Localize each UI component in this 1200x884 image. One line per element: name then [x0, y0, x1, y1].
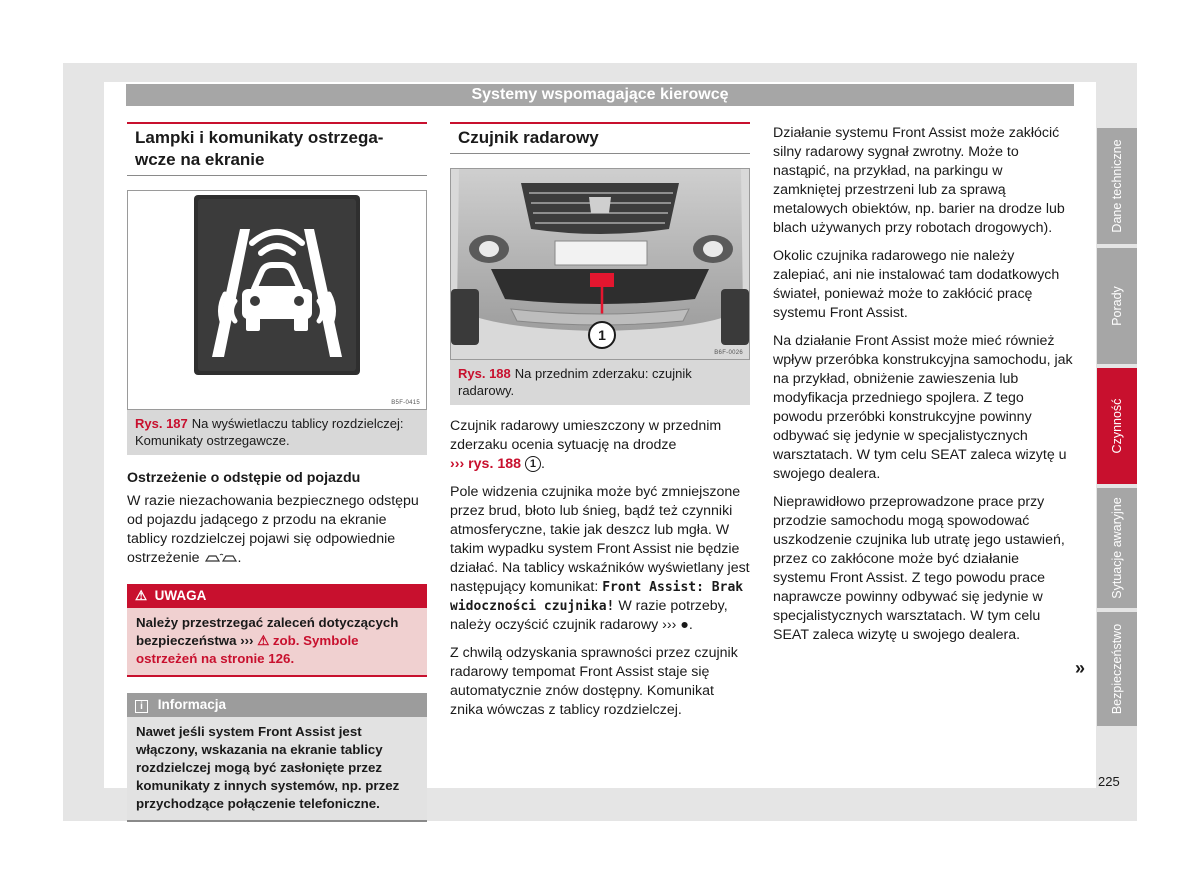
- chapter-header: Systemy wspomagające kierowcę: [126, 84, 1074, 106]
- section-title-radar: Czujnik radarowy: [450, 122, 750, 154]
- paragraph-text-after: W razie potrzeby, należy oczyścić czujnik radarowy: [450, 598, 728, 633]
- caption-text: Na wyświetlaczu tablicy rozdzielczej: Komunikaty ostrzegawcze.: [135, 416, 404, 448]
- tab-label: Bezpieczeństwo: [1110, 623, 1124, 715]
- warning-box: [127, 584, 427, 677]
- stop-icon: ●: [680, 617, 689, 633]
- caution-icon: ⚠: [135, 588, 148, 603]
- figure-187-caption: [127, 410, 427, 455]
- warning-label: UWAGA: [154, 588, 207, 603]
- caution-ref-icon: ⚠: [257, 633, 270, 648]
- paragraph-text: Pole widzenia czujnika może być zmniejszone przez brud, błoto lub śnieg, bądź też czynniki atmosferyczne, takie jak deszcz lub mgła. W takim wypadku system Front Assist nie będzie działać. Na tablicy wskaźników wyświetlany jest następujący komunikat:: [450, 484, 750, 595]
- paragraph-modifications: Na działanie Front Assist może mieć również wpływ przeróbka konstrukcyjna samochodu, jak na przykład, obniżenie zawieszenia lub modyfikacja przedniego spojlera. Z tego powodu przeróbki konstrukcyjne powinny odbywać się jedynie w specjalistycznych warsztatach. W tym celu SEAT zaleca wizytę u swojego dealera.: [773, 333, 1073, 482]
- warning-body: [127, 608, 427, 675]
- tab-label: Dane techniczne: [1110, 139, 1124, 233]
- tab-label: Czynność: [1110, 398, 1124, 454]
- column-middle: [450, 122, 750, 729]
- figure-188: [450, 168, 750, 405]
- tab-sytuacje-awaryjne[interactable]: [1097, 488, 1137, 608]
- paragraph-distance-warning: W razie niezachowania bezpiecznego odstępu od pojazdu jadącego z przodu na ekranie tablicy rozdzielczej pojawi się odpowiednie ostrzeżenie .: [127, 493, 419, 566]
- subhead-distance-warning: Ostrzeżenie o odstępie od pojazdu: [127, 470, 361, 486]
- arrows-icon: ›››: [662, 617, 677, 633]
- figure-code: B5F-0415: [391, 400, 420, 406]
- paragraph-recovery: Z chwilą odzyskania sprawności przez czujnik radarowy tempomat Front Assist staje się automatycznie znów dostępny. Komunikat znika wówczas z tablicy rozdzielczej.: [450, 645, 738, 718]
- figure-number: Rys. 187: [135, 416, 188, 431]
- dashboard-message: Front Assist: Brak widoczności czujnika!: [450, 580, 744, 614]
- continue-mark: »: [1075, 658, 1086, 678]
- figure-188-image: [450, 168, 750, 360]
- figure-187: [127, 190, 427, 455]
- info-body: Nawet jeśli system Front Assist jest włączony, wskazania na ekranie tablicy rozdzielczej mogą być zasłonięte przez komunikaty z innych systemów, np. przez przychodzące połączenie telefoniczne.: [136, 724, 400, 811]
- column-right: [773, 124, 1073, 654]
- page-number: 225: [1098, 774, 1120, 789]
- warning-symbols-link[interactable]: zob. Symbole ostrzeżeń na stronie 126.: [136, 633, 359, 666]
- tab-porady[interactable]: [1097, 248, 1137, 364]
- figure-code: B6F-0026: [714, 350, 743, 356]
- figure-188-caption: [450, 360, 750, 405]
- info-label: Informacja: [157, 697, 227, 712]
- figure-number: Rys. 188: [458, 366, 511, 381]
- paragraph-text: Czujnik radarowy umieszczony w przednim zderzaku ocenia sytuację na drodze: [450, 418, 722, 453]
- column-left: [127, 122, 427, 822]
- callout-1-ref: 1: [525, 456, 541, 472]
- car-front-bumper-image: [451, 169, 749, 359]
- tab-czynnosc[interactable]: [1097, 368, 1137, 484]
- tab-bezpieczenstwo[interactable]: [1097, 612, 1137, 726]
- paragraph-do-not-cover: Okolic czujnika radarowego nie należy zalepiać, ani nie instalować tam dodatkowych świateł, ponieważ może to zakłócić pracę systemu Front Assist.: [773, 248, 1060, 321]
- paragraph-text: W razie niezachowania bezpiecznego odstępu od pojazdu jadącego z przodu na ekranie tablicy rozdzielczej pojawi się odpowiednie ostrzeżenie: [127, 493, 419, 566]
- paragraph-interference: Działanie systemu Front Assist może zakłócić silny radarowy sygnał zwrotny. Może to nastąpić, na przykład, na parkingu w zamkniętej przestrzeni lub za sprawą metalowych obiektów, np. barier na drodze lub blach używanych przy robotach drogowych).: [773, 125, 1065, 236]
- section-title-warnings: Lampki i komunikaty ostrzega-wcze na ekranie: [127, 122, 427, 176]
- dashboard-warning-icon: [128, 191, 426, 409]
- callout-1: 1: [598, 327, 606, 343]
- paragraph-radar-location: Czujnik radarowy umieszczony w przednim zderzaku ocenia sytuację na drodze ››› rys. 188 1 .: [450, 418, 722, 472]
- paragraph-repairs: Nieprawidłowo przeprowadzone prace przy przodzie samochodu mogą spowodować uszkodzenie czujnika lub utratę jego ustawień, przez co zakłócone może być działanie systemu Front Assist. Z tego powodu prace naprawcze powinny odbywać się jedynie w specjalistycznych warsztatach. W tym celu SEAT zaleca wizytę u swojego dealera.: [773, 494, 1065, 643]
- info-icon: i: [135, 700, 148, 713]
- arrows-icon: ›››: [240, 633, 254, 648]
- tab-dane-techniczne[interactable]: [1097, 128, 1137, 244]
- tab-label: Sytuacje awaryjne: [1110, 497, 1124, 599]
- caption-text: Na przednim zderzaku: czujnik radarowy.: [458, 366, 692, 398]
- distance-warning-symbol-icon: [204, 552, 238, 564]
- figure-187-image: [127, 190, 427, 410]
- warning-text: Należy przestrzegać zaleceń dotyczących bezpieczeństwa: [136, 615, 399, 648]
- info-header: [127, 693, 427, 717]
- paragraph-visibility: Pole widzenia czujnika może być zmniejszone przez brud, błoto lub śnieg, bądź też czynniki atmosferyczne, takie jak deszcz lub mgła. W takim wypadku system Front Assist nie będzie działać. Na tablicy wskaźników wyświetlany jest następujący komunikat: Front Assist: Brak widoczności czujnika! W razie potrzeby, należy oczyścić czujnik radarowy ››› ●.: [450, 484, 750, 633]
- tab-label: Porady: [1110, 286, 1124, 326]
- info-box: [127, 693, 427, 822]
- warning-header: [127, 584, 427, 608]
- arrows-icon: ›››: [450, 456, 465, 472]
- figure-188-link[interactable]: rys. 188: [468, 456, 521, 472]
